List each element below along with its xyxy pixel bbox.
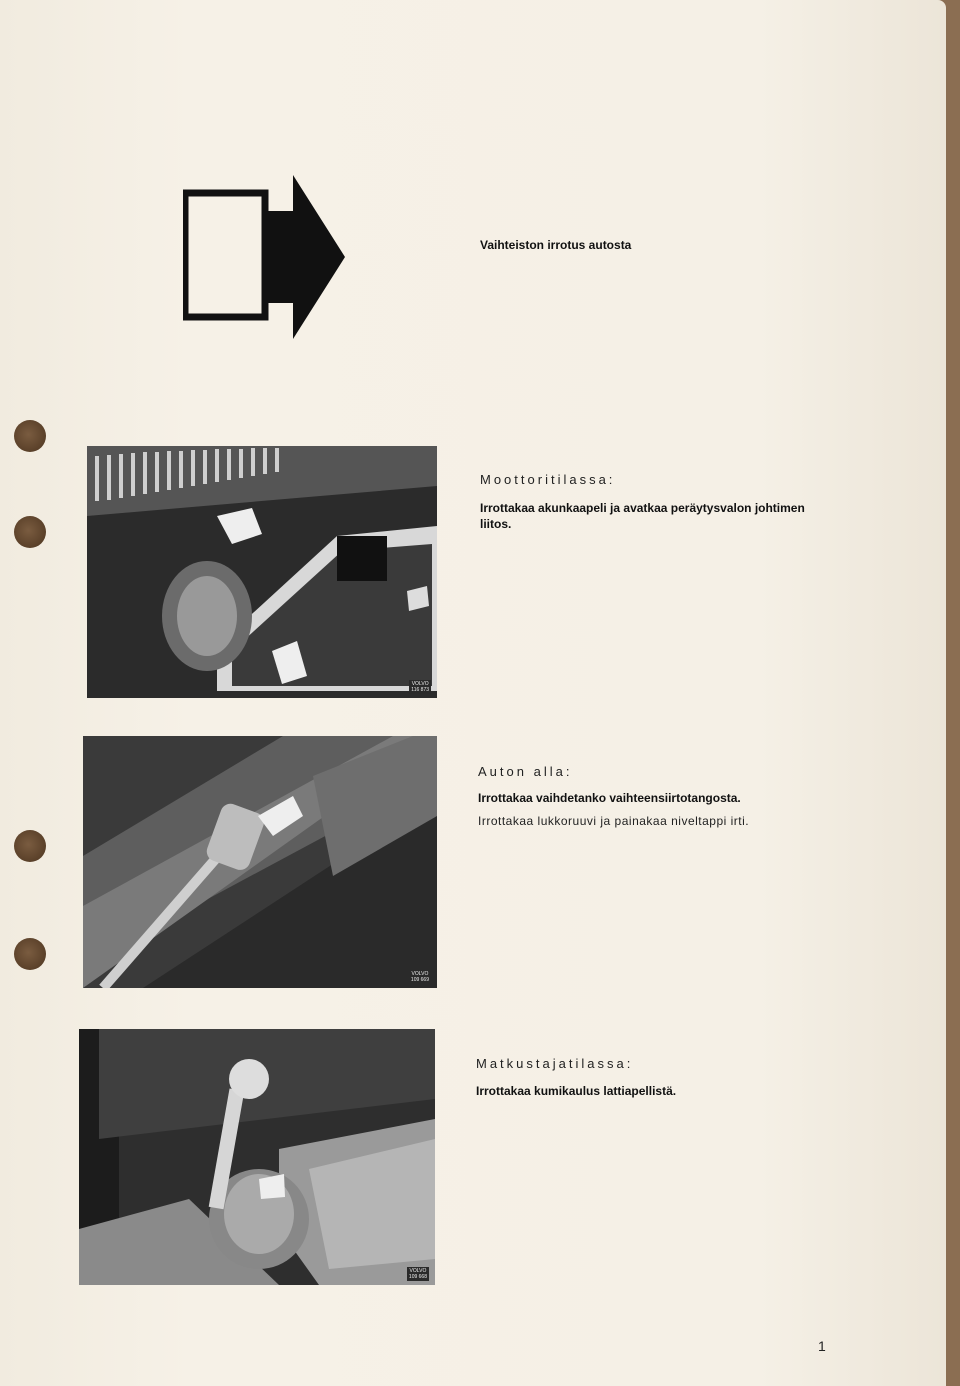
step-instruction: Irrottakaa akunkaapeli ja avatkaa peräytysvalon johtimen liitos. — [480, 501, 805, 531]
binder-hole — [14, 938, 46, 970]
photo-brand: VOLVO — [409, 1268, 427, 1274]
photo-reference-label — [409, 970, 431, 984]
step-detail: Irrottakaa lukkoruuvi ja painakaa niveltappi irti. — [478, 814, 750, 828]
binder-hole — [14, 830, 46, 862]
step-heading: Moottoritilassa: — [480, 472, 616, 487]
photo-number: 109 669 — [410, 977, 429, 983]
step-instruction: Irrottakaa kumikaulus lattiapellistä. — [476, 1084, 677, 1098]
photo-brand: VOLVO — [411, 971, 429, 977]
photo-number: 116 873 — [411, 687, 429, 693]
engine-bay-photo — [87, 446, 437, 698]
photo-number: 109 668 — [408, 1274, 427, 1280]
step-heading: Auton alla: — [478, 764, 573, 779]
underside-photo — [83, 736, 437, 988]
page-number: 1 — [818, 1338, 826, 1354]
binder-hole — [14, 420, 46, 452]
binder-hole — [14, 516, 46, 548]
document-title: Vaihteiston irrotus autosta — [480, 238, 632, 252]
step-heading: Matkustajatilassa: — [476, 1056, 634, 1071]
photo-reference-label — [409, 680, 431, 694]
step-instruction: Irrottakaa vaihdetanko vaihteensiirtotangosta. — [478, 791, 741, 805]
passenger-compartment-photo — [79, 1029, 435, 1285]
box-with-arrow-out-icon — [183, 173, 348, 346]
photo-brand: VOLVO — [411, 681, 429, 687]
photo-reference-label — [407, 1267, 429, 1281]
